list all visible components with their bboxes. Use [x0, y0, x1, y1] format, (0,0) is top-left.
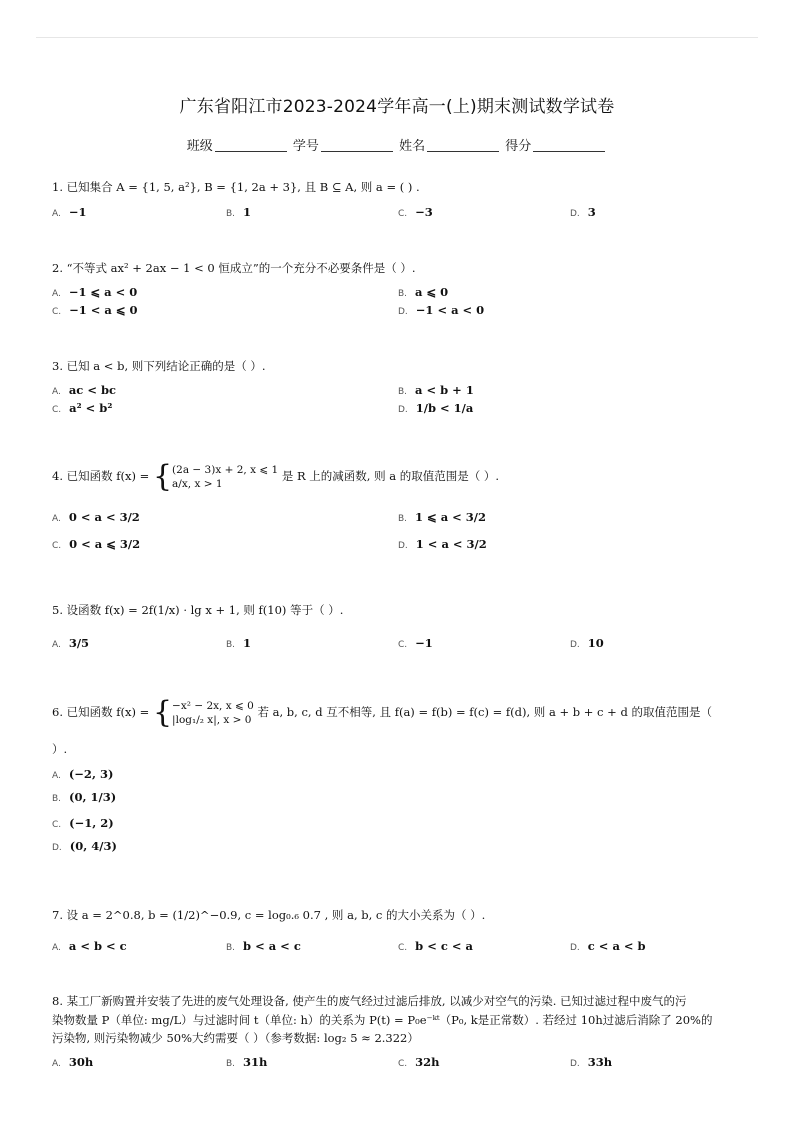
question-1-stem: 1. 已知集合 A = {1, 5, a²}, B = {1, 2a + 3}, 且 B ⊆ A, 则 a = ( ) .: [52, 180, 420, 194]
name-label: 姓名: [399, 139, 426, 154]
question-8-stem-line-2: 染物数量 P（单位: mg/L）与过滤时间 t（单位: h）的关系为 P(t) = P₀e⁻ᵏᵗ（P₀, k是正常数）. 若经过 10h过滤后消除了 20%的: [52, 1013, 713, 1027]
left-brace-icon: {: [152, 459, 173, 494]
question-7-stem: 7. 设 a = 2^0.8, b = (1/2)^−0.9, c = log₀.₆ 0.7 , 则 a, b, c 的大小关系为（ ）.: [52, 908, 486, 922]
question-7-option-b: B. b < a < c: [226, 939, 301, 953]
question-4-option-b: B. 1 ⩽ a < 3/2: [398, 510, 486, 524]
student-info-line: [0, 135, 794, 154]
question-3-stem: 3. 已知 a < b, 则下列结论正确的是（ ）.: [52, 359, 266, 373]
student-id-label: 学号: [292, 139, 319, 154]
question-1-option-d: D. 3: [570, 205, 596, 219]
question-4-option-c: C. 0 < a ⩽ 3/2: [52, 537, 141, 551]
question-4-option-a: A. 0 < a < 3/2: [52, 510, 140, 524]
score-label: 得分: [505, 139, 532, 154]
question-6-stem: 6. 已知函数 f(x) = { −x² − 2x, x ⩽ 0 |log₁/₂ x|, x > 0 若 a, b, c, d 互不相等, 且 f(a) = f(b) = f(c) = f(d), 则 a + b + c + d 的取值范围是（: [52, 695, 712, 730]
question-4-stem: 4. 已知函数 f(x) = { (2a − 3)x + 2, x ⩽ 1 a/x, x > 1 是 R 上的减函数, 则 a 的取值范围是（ ）.: [52, 459, 500, 494]
question-6-stem-continued: ）.: [52, 742, 68, 756]
question-5-option-b: B. 1: [226, 636, 252, 650]
left-brace-icon: {: [152, 695, 173, 730]
question-3-option-d: D. 1/b < 1/a: [398, 401, 474, 415]
question-6-option-b: B. (0, 1/3): [52, 790, 117, 804]
question-8-option-d: D. 33h: [570, 1055, 613, 1069]
header-rule: [36, 37, 758, 38]
piecewise-system: { −x² − 2x, x ⩽ 0 |log₁/₂ x|, x > 0: [152, 695, 254, 730]
question-3-option-a: A. ac < bc: [52, 383, 116, 397]
piecewise-system: { (2a − 3)x + 2, x ⩽ 1 a/x, x > 1: [152, 459, 279, 494]
question-5-option-d: D. 10: [570, 636, 604, 650]
question-5-stem: 5. 设函数 f(x) = 2f(1/x) · lg x + 1, 则 f(10) 等于（ ）.: [52, 603, 344, 617]
question-7-option-d: D. c < a < b: [570, 939, 646, 953]
question-6-option-d: D. (0, 4/3): [52, 839, 117, 853]
question-5-option-a: A. 3/5: [52, 636, 90, 650]
question-6-option-c: C. (−1, 2): [52, 816, 114, 830]
score-blank: [533, 151, 605, 152]
question-8-stem-line-3: 污染物, 则污染物减少 50%大约需要（ ）（参考数据: log₂ 5 ≈ 2.322）: [52, 1031, 419, 1045]
student-id-blank: [321, 151, 393, 152]
name-blank: [427, 151, 499, 152]
question-2-option-c: C. −1 < a ⩽ 0: [52, 303, 138, 317]
question-5-option-c: C. −1: [398, 636, 433, 650]
question-8-option-a: A. 30h: [52, 1055, 94, 1069]
question-1-option-a: A. −1: [52, 205, 87, 219]
question-2-stem: 2. “不等式 ax² + 2ax − 1 < 0 恒成立”的一个充分不必要条件是（ ）.: [52, 261, 416, 275]
question-6-option-a: A. (−2, 3): [52, 767, 114, 781]
class-blank: [215, 151, 287, 152]
question-2-option-a: A. −1 ⩽ a < 0: [52, 285, 138, 299]
question-3-option-c: C. a² < b²: [52, 401, 113, 415]
question-3-option-b: B. a < b + 1: [398, 383, 474, 397]
question-7-option-a: A. a < b < c: [52, 939, 127, 953]
question-8-option-c: C. 32h: [398, 1055, 440, 1069]
question-2-option-d: D. −1 < a < 0: [398, 303, 485, 317]
page-title: 广东省阳江市2023-2024学年高一(上)期末测试数学试卷: [179, 97, 615, 117]
class-label: 班级: [186, 139, 213, 154]
question-8-option-b: B. 31h: [226, 1055, 268, 1069]
question-8-stem-line-1: 8. 某工厂新购置并安装了先进的废气处理设备, 使产生的废气经过过滤后排放, 以减少对空气的污染. 已知过滤过程中废气的污: [52, 994, 687, 1008]
question-1-option-b: B. 1: [226, 205, 252, 219]
question-2-option-b: B. a ⩽ 0: [398, 285, 449, 299]
question-1-option-c: C. −3: [398, 205, 433, 219]
question-4-option-d: D. 1 < a < 3/2: [398, 537, 487, 551]
question-7-option-c: C. b < c < a: [398, 939, 473, 953]
